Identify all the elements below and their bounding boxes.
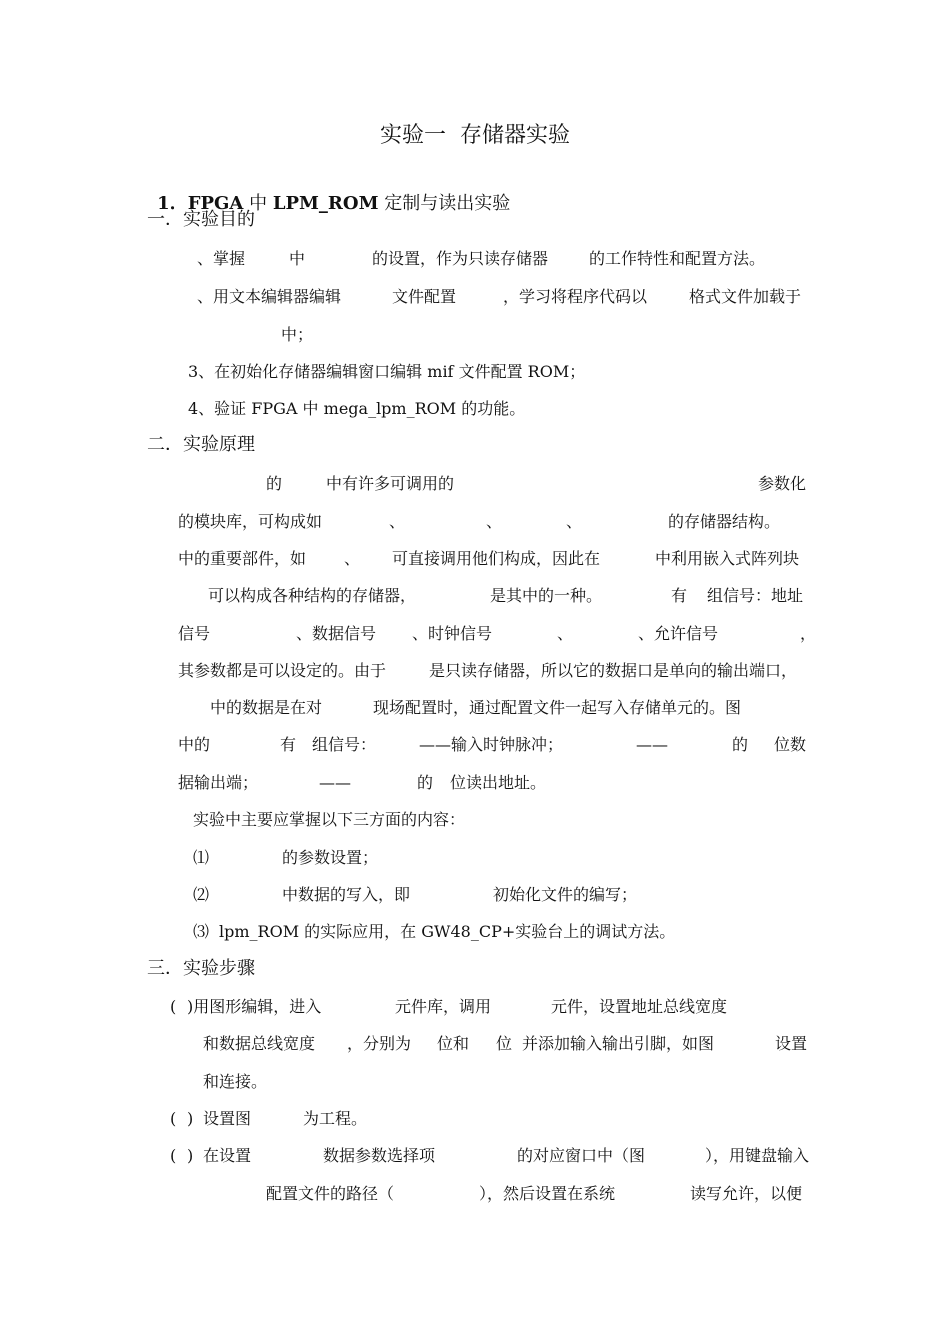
principle-line-7: 现场配置时，通过配置文件一起写入存储单元的。图 bbox=[373, 698, 742, 717]
content-item-1: 的参数设置； bbox=[282, 848, 379, 867]
principle-line-4: 有 bbox=[671, 586, 688, 605]
subtitle-lpm-rom: LPM_ROM bbox=[272, 193, 379, 214]
step-3-text: ），用键盘输入 bbox=[705, 1146, 810, 1165]
principle-line-2: 的存储器结构。 bbox=[668, 512, 781, 531]
principle-line-3: 、 bbox=[344, 549, 361, 568]
content-item-2-marker: ⑵ bbox=[193, 885, 210, 904]
content-item-1-marker: ⑴ bbox=[193, 848, 210, 867]
principle-line-5: 、允许信号 bbox=[638, 624, 719, 643]
step-3-paren: ) bbox=[187, 1146, 194, 1165]
principle-line-6: 是只读存储器，所以它的数据口是单向的输出端口， bbox=[429, 661, 798, 680]
objective-2-part: 格式文件加载于 bbox=[689, 287, 802, 306]
step-1-line-2: ，分别为 bbox=[347, 1034, 412, 1053]
principle-line-8: 有 bbox=[280, 735, 297, 754]
objective-1-part: 中 bbox=[289, 249, 306, 268]
step-1-part: )用图形编辑，进入 bbox=[187, 997, 322, 1016]
step-1-line-2: 和数据总线宽度 bbox=[203, 1034, 316, 1053]
principle-line-3: 中利用嵌入式阵列块 bbox=[655, 549, 800, 568]
subtitle-mid: 中 bbox=[243, 193, 273, 214]
principle-line-8: 的 bbox=[732, 735, 749, 754]
objective-2-cont: 中； bbox=[281, 325, 314, 344]
step-1-line-2: 设置 bbox=[775, 1034, 808, 1053]
step-3-line-2: 读写允许，以便 bbox=[690, 1184, 803, 1203]
principle-line-3: 中的重要部件，如 bbox=[178, 549, 307, 568]
principle-line-8: 组信号： bbox=[312, 735, 377, 754]
step-3-text: 的对应窗口中（图 bbox=[517, 1146, 646, 1165]
step-1-part: ( bbox=[170, 997, 177, 1016]
principle-line-5: 信号 bbox=[178, 624, 211, 643]
principle-line-5: 、数据信号 bbox=[296, 624, 377, 643]
step-3-paren: ( bbox=[170, 1146, 177, 1165]
principle-line-5: 、时钟信号 bbox=[412, 624, 493, 643]
principle-line-1: 的 bbox=[266, 474, 283, 493]
content-item-2: 初始化文件的编写； bbox=[493, 885, 638, 904]
principle-line-8: 位数 bbox=[774, 735, 807, 754]
subtitle-rest: 定制与读出实验 bbox=[378, 193, 511, 214]
objective-2-part: 、用文本编辑器编辑 bbox=[197, 287, 342, 306]
step-3-text: 在设置 bbox=[203, 1146, 252, 1165]
step-1-line-2: 位和 bbox=[437, 1034, 470, 1053]
step-1-part: 元件库，调用 bbox=[395, 997, 492, 1016]
principle-line-4: 可以构成各种结构的存储器， bbox=[208, 586, 417, 605]
page-title: 实验一 存储器实验 bbox=[380, 123, 570, 148]
principle-line-8: —— bbox=[636, 735, 668, 754]
objective-3: 3、在初始化存储器编辑窗口编辑 mif 文件配置 ROM； bbox=[188, 362, 586, 381]
content-item-3-marker: ⑶ bbox=[193, 922, 210, 941]
objective-4: 4、验证 FPGA 中 mega_lpm_ROM 的功能。 bbox=[188, 399, 526, 418]
principle-line-2: 、 bbox=[486, 512, 503, 531]
principle-line-5: ， bbox=[800, 624, 817, 643]
step-3-line-2: 配置文件的路径（ bbox=[266, 1184, 395, 1203]
principle-line-4: 组信号：地址 bbox=[707, 586, 804, 605]
step-2-text: 为工程。 bbox=[303, 1109, 368, 1128]
principle-line-2: 、 bbox=[389, 512, 406, 531]
principle-line-5: 、 bbox=[557, 624, 574, 643]
step-1-line-2: 并添加输入输出引脚，如图 bbox=[522, 1034, 715, 1053]
subtitle-number: 1． bbox=[157, 193, 188, 214]
principle-line-9: 据输出端； bbox=[178, 773, 259, 792]
objective-2-part: ，学习将程序代码以 bbox=[503, 287, 648, 306]
objective-2-part: 文件配置 bbox=[392, 287, 457, 306]
principle-line-1: 参数化 bbox=[758, 474, 807, 493]
principle-line-6: 其参数都是可以设定的。由于 bbox=[178, 661, 387, 680]
objective-1-part: 、掌握 bbox=[197, 249, 246, 268]
principle-line-8: 中的 bbox=[178, 735, 211, 754]
objective-1-part: 的工作特性和配置方法。 bbox=[589, 249, 766, 268]
section-heading-steps: 三．实验步骤 bbox=[147, 958, 255, 979]
principle-line-9: 位读出地址。 bbox=[450, 773, 547, 792]
step-2-paren: ( bbox=[170, 1109, 177, 1128]
principle-line-2: 、 bbox=[566, 512, 583, 531]
principle-line-1: 中有许多可调用的 bbox=[326, 474, 455, 493]
step-3-text: 数据参数选择项 bbox=[323, 1146, 436, 1165]
principle-line-9: 的 bbox=[417, 773, 434, 792]
step-2-text: 设置图 bbox=[203, 1109, 252, 1128]
section-heading-principle: 二．实验原理 bbox=[147, 434, 255, 455]
section-heading-objectives: 一．实验目的 bbox=[147, 209, 255, 230]
principle-line-9: —— bbox=[319, 773, 351, 792]
content-item-2: 中数据的写入，即 bbox=[282, 885, 411, 904]
step-1-part: 元件，设置地址总线宽度 bbox=[551, 997, 728, 1016]
principle-line-3: 可直接调用他们构成，因此在 bbox=[392, 549, 601, 568]
objective-1-part: 的设置，作为只读存储器 bbox=[372, 249, 549, 268]
principle-line-7: 中的数据是在对 bbox=[210, 698, 323, 717]
step-1-line-3: 和连接。 bbox=[203, 1072, 268, 1091]
principle-line-8: ——输入时钟脉冲； bbox=[419, 735, 564, 754]
content-item-3: lpm_ROM 的实际应用，在 GW48_CP+实验台上的调试方法。 bbox=[219, 922, 676, 941]
principle-line-4: 是其中的一种。 bbox=[490, 586, 603, 605]
principle-summary: 实验中主要应掌握以下三方面的内容： bbox=[193, 810, 466, 829]
principle-line-2: 的模块库，可构成如 bbox=[178, 512, 323, 531]
subtitle-fpga: FPGA bbox=[187, 193, 244, 214]
step-1-line-2: 位 bbox=[496, 1034, 513, 1053]
step-3-line-2: ），然后设置在系统 bbox=[479, 1184, 616, 1203]
step-2-paren: ) bbox=[187, 1109, 194, 1128]
